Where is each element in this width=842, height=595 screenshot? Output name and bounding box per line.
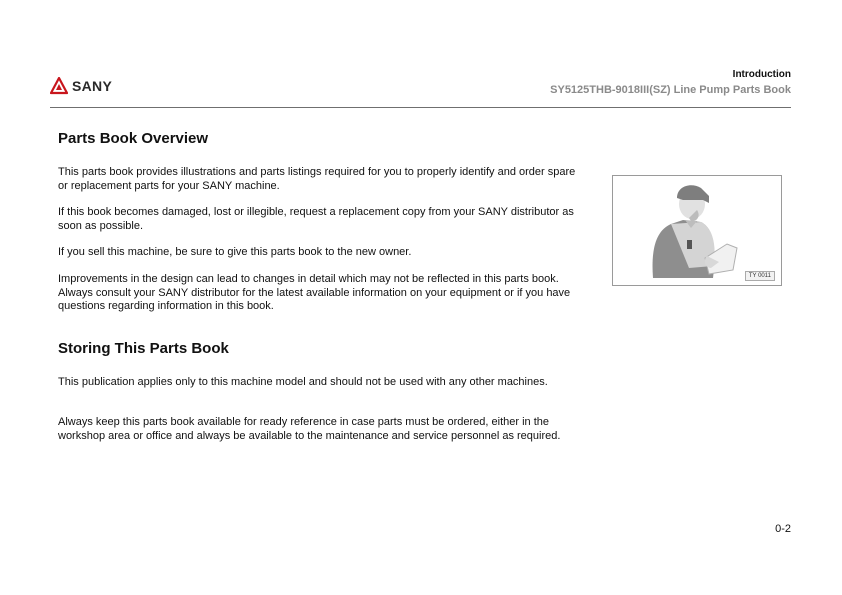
worker-reading-image — [613, 176, 781, 285]
header-section: Introduction — [732, 69, 791, 80]
overview-paragraph-4: Improvements in the design can lead to changes in detail which may not be reflected in this parts book. Always consult your SANY distributor for the latest available information on your equipment or if you have questions regarding information in this book. — [58, 273, 571, 312]
header-title: SY5125THB-9018III(SZ) Line Pump Parts Book — [550, 84, 791, 96]
header-rule — [50, 107, 791, 108]
storing-paragraph-2: Always keep this parts book available for ready reference in case parts must be ordered, either in the workshop area or office and always be available to the maintenance and service personnel as required. — [58, 416, 561, 442]
sany-logo-icon — [50, 77, 68, 95]
overview-paragraph-1: This parts book provides illustrations and parts listings required for you to properly identify and order spare or replacement parts for your SANY machine. — [58, 166, 576, 192]
storing-heading: Storing This Parts Book — [58, 340, 229, 357]
storing-paragraph-1: This publication applies only to this machine model and should not be used with any other machines. — [58, 376, 548, 388]
page-number: 0-2 — [775, 523, 791, 535]
overview-paragraph-3: If you sell this machine, be sure to give this parts book to the new owner. — [58, 246, 412, 258]
figure-label: TY 0011 — [745, 271, 775, 281]
overview-heading: Parts Book Overview — [58, 130, 209, 147]
logo-text: SANY — [72, 78, 113, 94]
worker-illustration — [612, 175, 782, 286]
overview-paragraph-2: If this book becomes damaged, lost or illegible, request a replacement copy from your SANY distributor as soon as possible. — [58, 206, 574, 232]
sany-logo — [50, 76, 112, 96]
